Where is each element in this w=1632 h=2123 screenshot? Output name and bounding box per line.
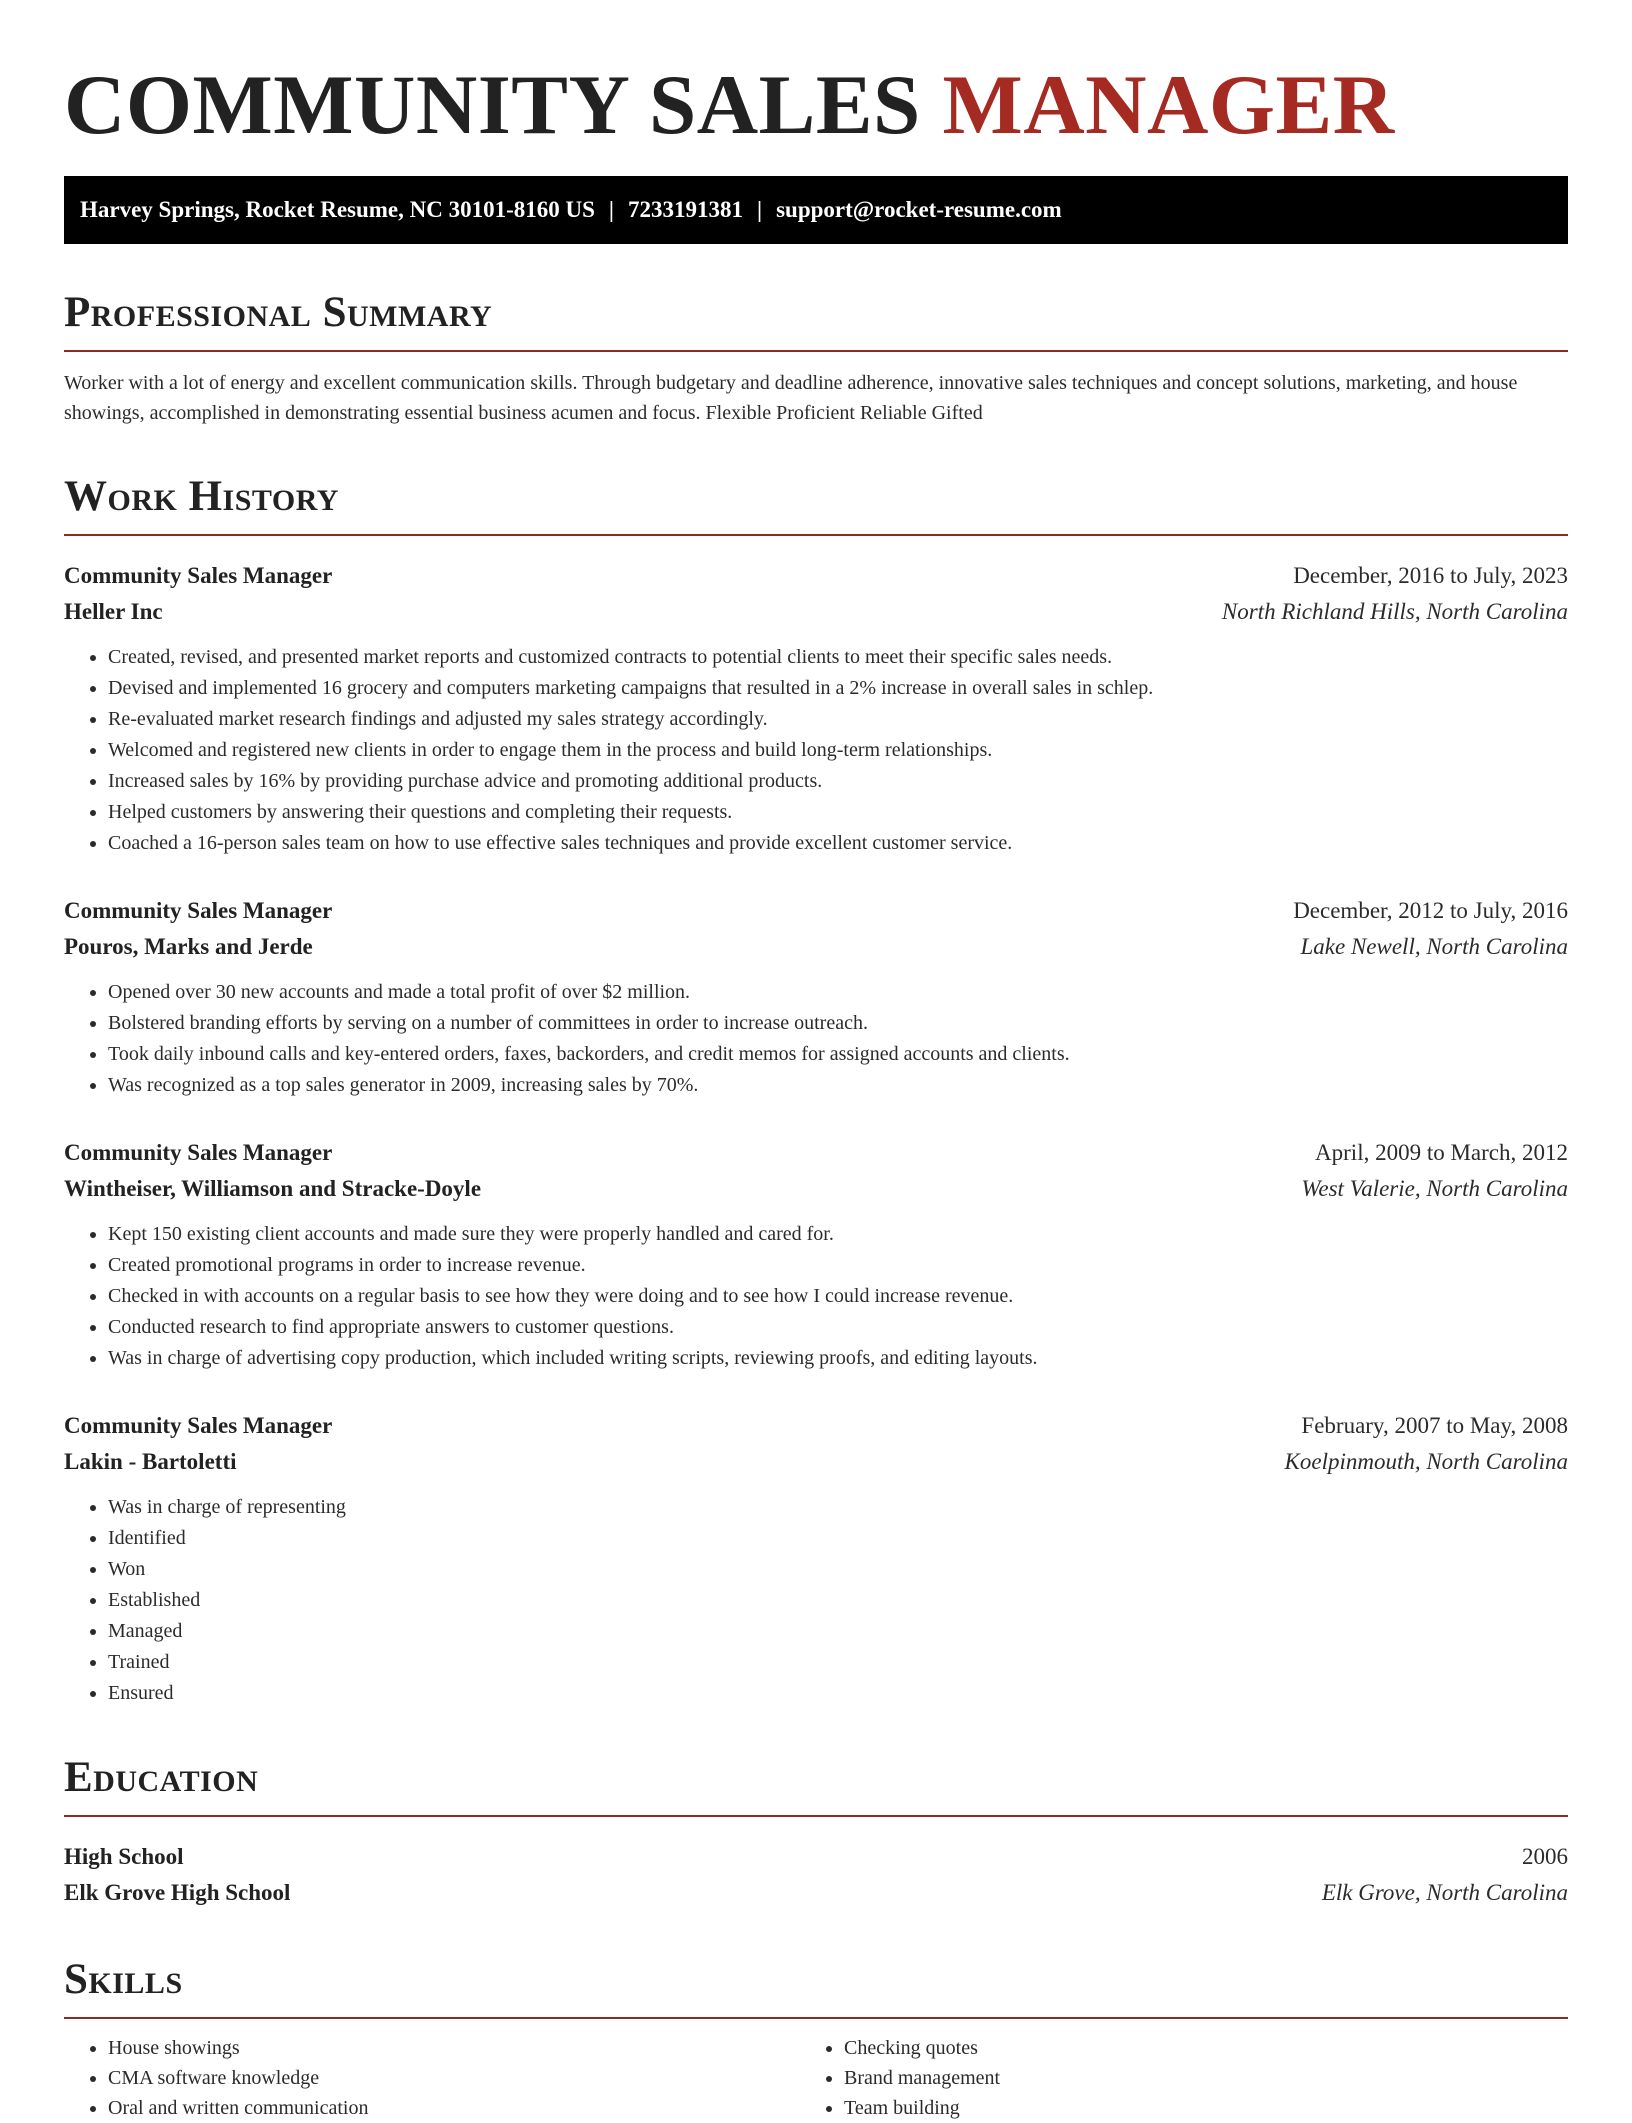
job-bullets bbox=[64, 977, 1568, 1101]
skills-list-right bbox=[800, 2033, 1536, 2123]
job-bullet: • Devised and implemented 16 grocery and computers marketing campaigns that resulted in a 2% increase in overall sales in schlep. bbox=[108, 673, 1568, 704]
job-bullet: • Took daily inbound calls and key-entered orders, faxes, backorders, and credit memos for assigned accounts and clients. bbox=[108, 1039, 1568, 1070]
job-bullet: • Re-evaluated market research findings and adjusted my sales strategy accordingly. bbox=[108, 704, 1568, 735]
job-title: Community Sales Manager bbox=[64, 1140, 333, 1165]
job-bullet: • Helped customers by answering their questions and completing their requests. bbox=[108, 797, 1568, 828]
section-divider bbox=[64, 534, 1568, 536]
skill-item: • Oral and written communication bbox=[108, 2093, 800, 2123]
education-location: Elk Grove, North Carolina bbox=[1321, 1880, 1568, 1905]
contact-separator: | bbox=[608, 197, 614, 222]
job-header-row bbox=[64, 1408, 1568, 1444]
education-section bbox=[64, 1753, 1568, 1911]
skills-list-left bbox=[64, 2033, 800, 2123]
job-company: Wintheiser, Williamson and Stracke-Doyle bbox=[64, 1176, 482, 1201]
job-header-row bbox=[64, 558, 1568, 594]
job-bullet: • Won bbox=[108, 1554, 1568, 1585]
job-bullet: • Was recognized as a top sales generator in 2009, increasing sales by 70%. bbox=[108, 1070, 1568, 1101]
job-dates: April, 2009 to March, 2012 bbox=[1315, 1140, 1568, 1165]
job-company-row bbox=[64, 929, 1568, 965]
job-location: West Valerie, North Carolina bbox=[1301, 1176, 1568, 1201]
job-bullet: • Welcomed and registered new clients in order to engage them in the process and build long-term relationships. bbox=[108, 735, 1568, 766]
skills-columns bbox=[64, 2033, 1568, 2123]
job-entry bbox=[64, 1408, 1568, 1709]
job-bullet: • Opened over 30 new accounts and made a total profit of over $2 million. bbox=[108, 977, 1568, 1008]
section-heading-skills: Skills bbox=[64, 1956, 183, 2003]
job-bullet: • Increased sales by 16% by providing purchase advice and promoting additional products. bbox=[108, 766, 1568, 797]
skill-item: • CMA software knowledge bbox=[108, 2063, 800, 2093]
job-company-row bbox=[64, 594, 1568, 630]
page-title bbox=[64, 50, 1568, 160]
skill-item: • House showings bbox=[108, 2033, 800, 2063]
job-bullet: • Checked in with accounts on a regular basis to see how they were doing and to see how I could increase revenue. bbox=[108, 1281, 1568, 1312]
job-bullet: • Ensured bbox=[108, 1678, 1568, 1709]
job-location: Lake Newell, North Carolina bbox=[1300, 934, 1568, 959]
job-header-row bbox=[64, 1135, 1568, 1171]
job-title: Community Sales Manager bbox=[64, 1413, 333, 1438]
job-location: Koelpinmouth, North Carolina bbox=[1284, 1449, 1568, 1474]
summary-text: Worker with a lot of energy and excellent communication skills. Through budgetary and deadline adherence, innovative sales techniques and concept solutions, marketing, and house showings, accomplished in demonstrating essential business acumen and focus. Flexible Proficient Reliable Gifted bbox=[64, 372, 1518, 424]
job-company: Pouros, Marks and Jerde bbox=[64, 934, 313, 959]
job-company: Heller Inc bbox=[64, 599, 163, 624]
job-bullet: • Conducted research to find appropriate answers to customer questions. bbox=[108, 1312, 1568, 1343]
job-bullet: • Created, revised, and presented market reports and customized contracts to potential clients to meet their specific sales needs. bbox=[108, 642, 1568, 673]
education-degree: High School bbox=[64, 1844, 184, 1869]
section-divider bbox=[64, 1815, 1568, 1817]
job-bullet: • Kept 150 existing client accounts and made sure they were properly handled and cared for. bbox=[108, 1219, 1568, 1250]
job-entry bbox=[64, 1135, 1568, 1374]
job-header-row bbox=[64, 893, 1568, 929]
job-company: Lakin - Bartoletti bbox=[64, 1449, 237, 1474]
section-heading-education: Education bbox=[64, 1754, 259, 1801]
job-bullet: • Bolstered branding efforts by serving on a number of committees in order to increase outreach. bbox=[108, 1008, 1568, 1039]
job-company-row bbox=[64, 1444, 1568, 1480]
job-dates: December, 2012 to July, 2016 bbox=[1293, 898, 1568, 923]
section-divider bbox=[64, 350, 1568, 352]
work-history-section bbox=[64, 472, 1568, 1709]
job-location: North Richland Hills, North Carolina bbox=[1221, 599, 1568, 624]
job-bullet: • Established bbox=[108, 1585, 1568, 1616]
education-header-row bbox=[64, 1839, 1568, 1875]
title-accent: MANAGER bbox=[942, 58, 1395, 152]
job-company-row bbox=[64, 1171, 1568, 1207]
job-bullet: • Identified bbox=[108, 1523, 1568, 1554]
education-year: 2006 bbox=[1522, 1844, 1568, 1869]
contact-bar bbox=[64, 176, 1568, 244]
job-dates: February, 2007 to May, 2008 bbox=[1301, 1413, 1568, 1438]
job-bullets bbox=[64, 1219, 1568, 1374]
skills-section bbox=[64, 1955, 1568, 2123]
job-bullet: • Trained bbox=[108, 1647, 1568, 1678]
job-bullet: • Managed bbox=[108, 1616, 1568, 1647]
job-bullets bbox=[64, 642, 1568, 859]
education-entry bbox=[64, 1839, 1568, 1911]
education-school: Elk Grove High School bbox=[64, 1880, 291, 1905]
contact-address: Harvey Springs, Rocket Resume, NC 30101-8160 US bbox=[80, 197, 595, 222]
section-heading-summary: Professional Summary bbox=[64, 289, 493, 336]
title-main: COMMUNITY SALES bbox=[64, 58, 943, 152]
job-bullets bbox=[64, 1492, 1568, 1709]
job-entry bbox=[64, 893, 1568, 1101]
job-title: Community Sales Manager bbox=[64, 563, 333, 588]
skill-item: • Brand management bbox=[844, 2063, 1536, 2093]
education-school-row bbox=[64, 1875, 1568, 1911]
summary-section bbox=[64, 288, 1568, 428]
contact-separator: | bbox=[757, 197, 763, 222]
job-entry bbox=[64, 558, 1568, 859]
job-title: Community Sales Manager bbox=[64, 898, 333, 923]
section-divider bbox=[64, 2017, 1568, 2019]
job-bullet: • Created promotional programs in order to increase revenue. bbox=[108, 1250, 1568, 1281]
job-bullet: • Was in charge of representing bbox=[108, 1492, 1568, 1523]
section-heading-work-history: Work History bbox=[64, 473, 339, 520]
contact-email[interactable]: support@rocket-resume.com bbox=[776, 197, 1062, 222]
skill-item: • Checking quotes bbox=[844, 2033, 1536, 2063]
job-dates: December, 2016 to July, 2023 bbox=[1293, 563, 1568, 588]
contact-phone[interactable]: 7233191381 bbox=[628, 197, 743, 222]
skill-item: • Team building bbox=[844, 2093, 1536, 2123]
job-bullet: • Coached a 16-person sales team on how to use effective sales techniques and provide excellent customer service. bbox=[108, 828, 1568, 859]
job-bullet: • Was in charge of advertising copy production, which included writing scripts, reviewing proofs, and editing layouts. bbox=[108, 1343, 1568, 1374]
